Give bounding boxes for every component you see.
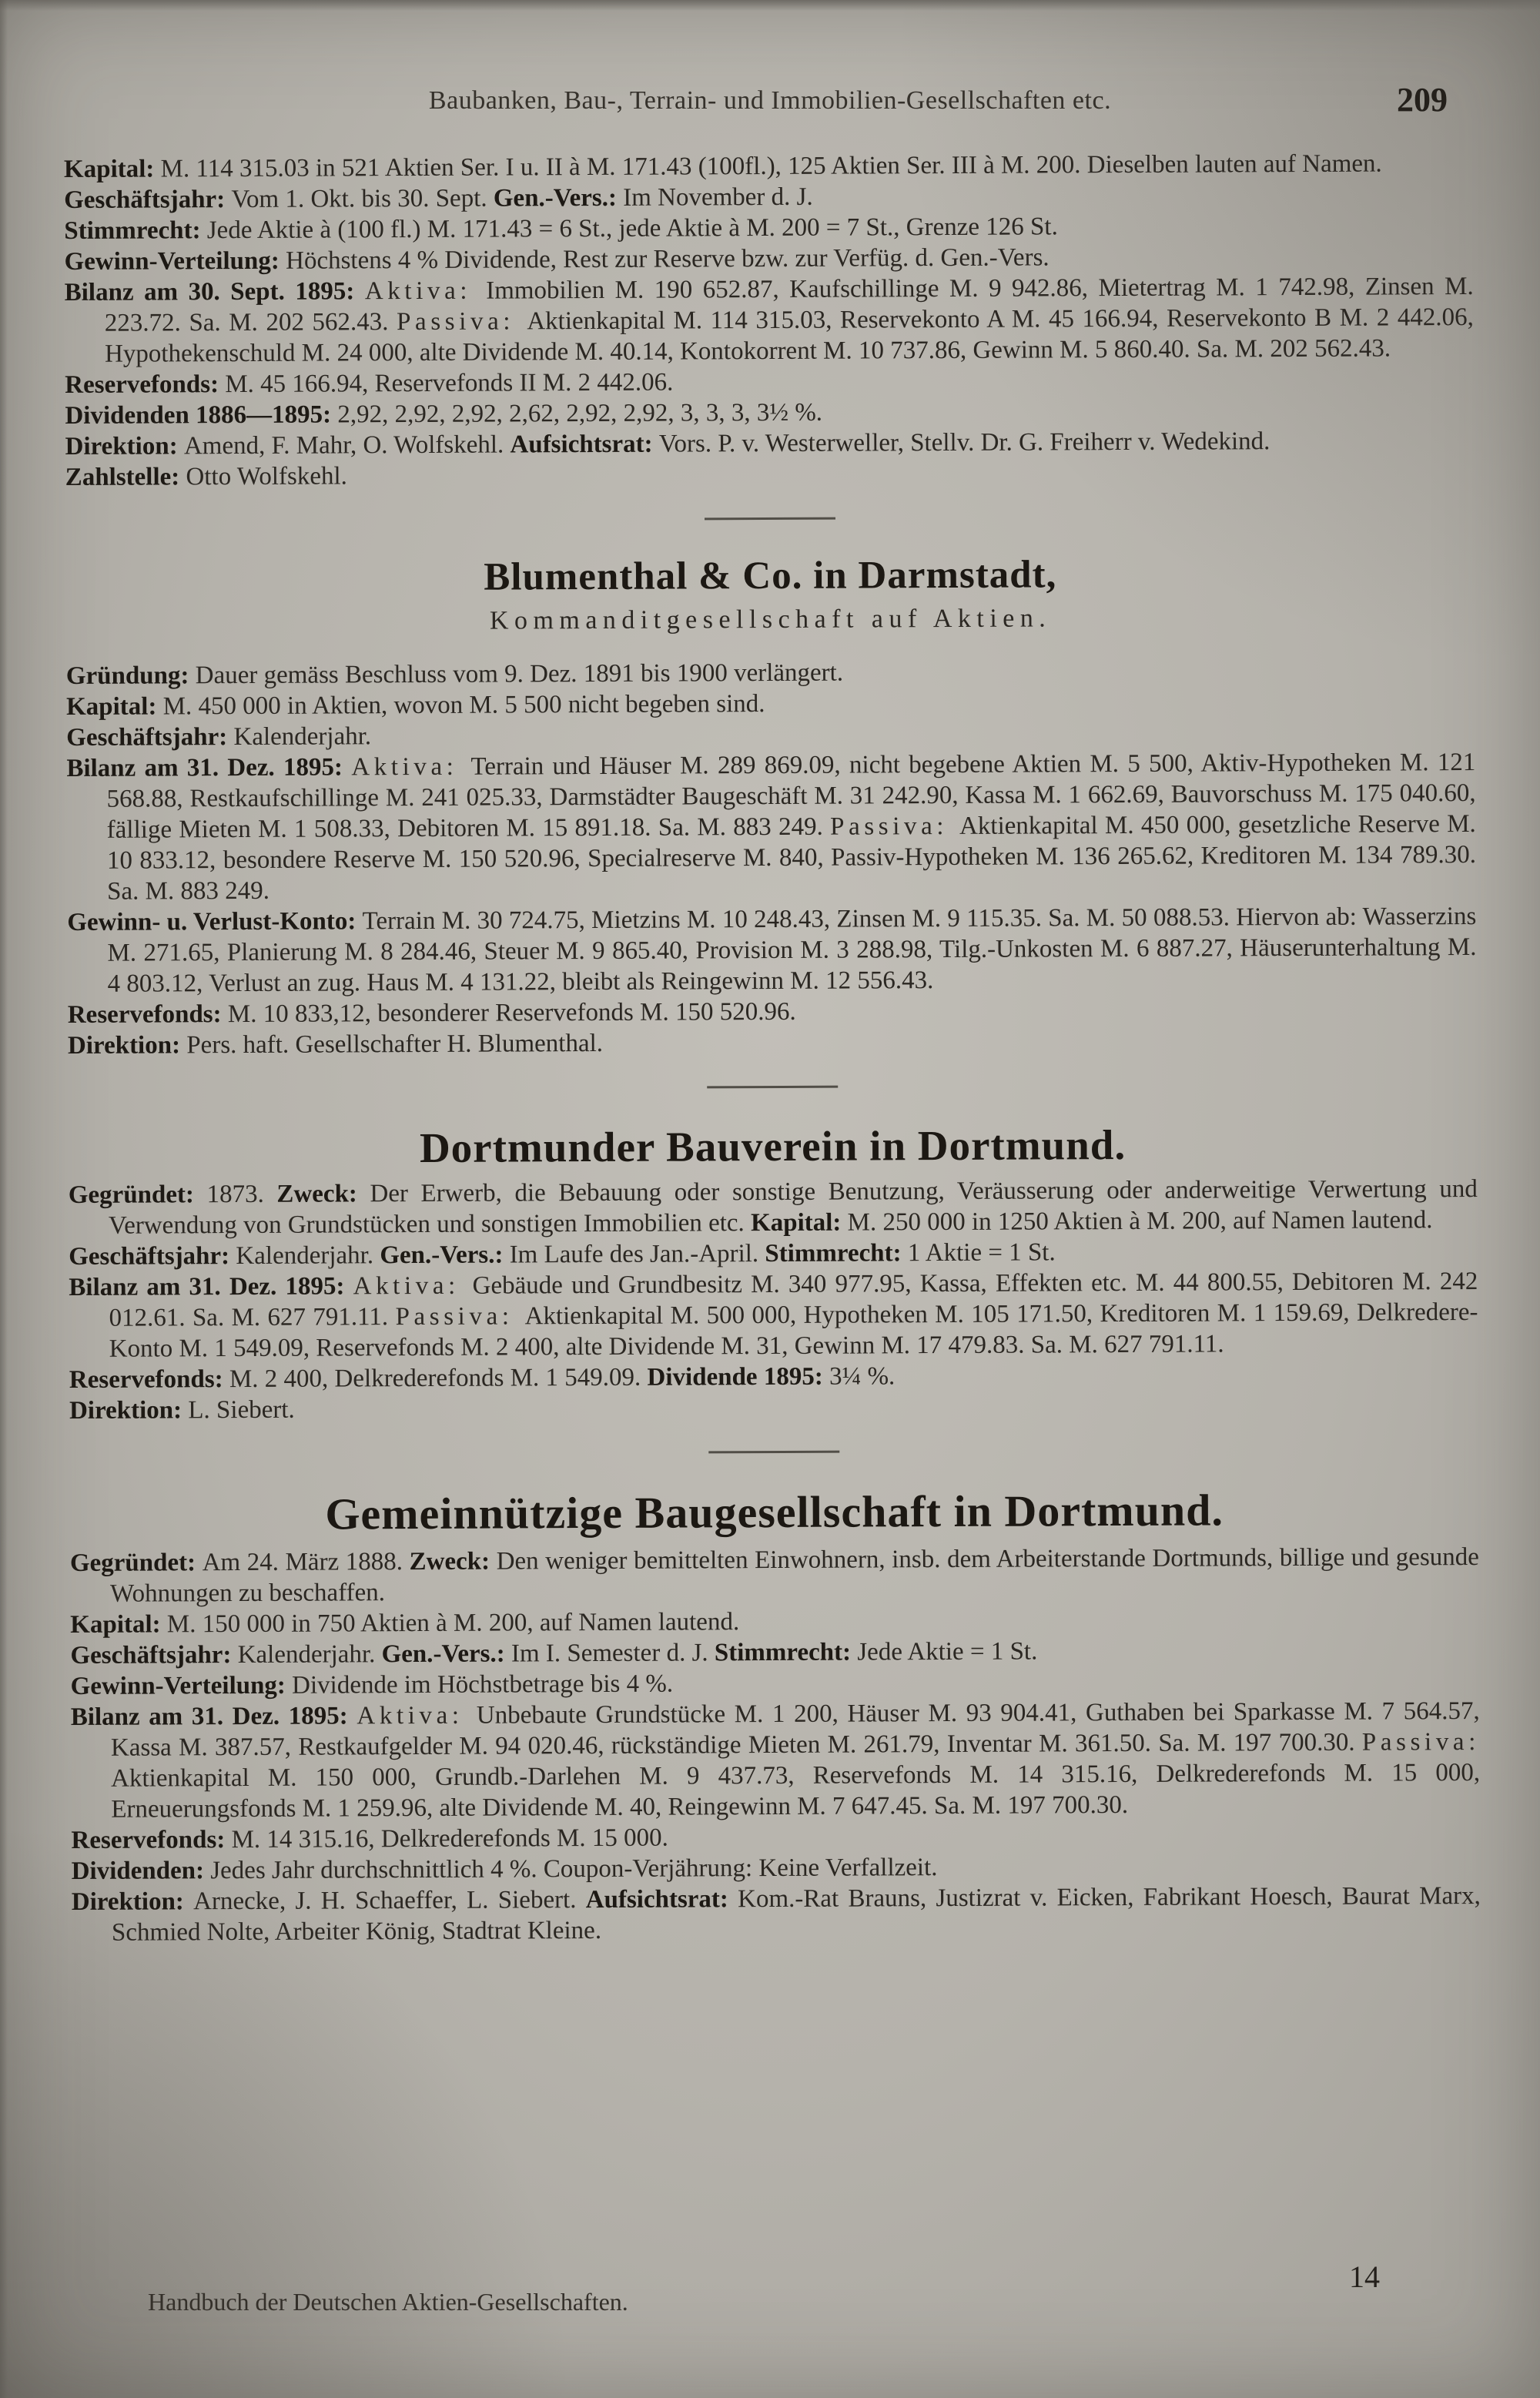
- entry-text: Aktiva:: [351, 752, 471, 782]
- entry-keyword: Gewinn-Verteilung:: [64, 246, 286, 276]
- entry-keyword: Stimmrecht:: [765, 1239, 908, 1268]
- entry-keyword: Geschäftsjahr:: [69, 1241, 236, 1271]
- entry-paragraph: [68, 1024, 1477, 1061]
- entry-keyword: Gründung:: [65, 661, 196, 690]
- entry-keyword: Aufsichtsrat:: [585, 1884, 738, 1914]
- section-divider: [708, 1451, 839, 1454]
- entry-keyword: Geschäftsjahr:: [66, 722, 234, 752]
- entry-paragraph: [71, 1696, 1481, 1825]
- entry-text: Pers. haft. Gesellschafter H. Blumenthal.: [186, 1029, 604, 1059]
- entry-keyword: Direktion:: [69, 1396, 189, 1425]
- page-number: 209: [1397, 81, 1448, 119]
- entry-paragraph: [70, 1542, 1479, 1609]
- entry-keyword: Kapital:: [65, 692, 163, 721]
- entry-text: Jede Aktie à (100 fl.) M. 171.43 = 6 St., jede Aktie à M. 200 = 7 St., Grenze 126 St.: [206, 213, 1058, 245]
- entry-text: Jedes Jahr durchschnittlich 4 %. Coupon-Verjährung: Keine Verfallzeit.: [210, 1853, 938, 1884]
- scan-edge-top: [0, 0, 1540, 11]
- entry-text: Aktienkapital M. 114 315.03, Reservekonto A M. 45 166.94, Reservekonto B M. 2 442.06, Hypothekenschuld M. 24 000, alte Dividende M. 40.14, Kontokorrent M. 10 737.86, Gewinn M. 5 860.40. Sa. M. 202 562.43.: [104, 303, 1474, 368]
- entry-paragraph: [65, 425, 1474, 462]
- entry-keyword: Dividenden 1886—1895:: [65, 400, 338, 430]
- entry-keyword: Gegründet:: [68, 1181, 207, 1209]
- page-header: [116, 81, 1448, 119]
- entry-text: M. 10 833,12, besonderer Reservefonds M. 150 520.96.: [227, 997, 796, 1028]
- entry-keyword: Reservefonds:: [67, 1000, 228, 1029]
- entry-keyword: Geschäftsjahr:: [70, 1640, 238, 1670]
- entry-text: Vom 1. Okt. bis 30. Sept.: [231, 184, 494, 214]
- entry-keyword: Kapital:: [70, 1610, 167, 1639]
- entry-keyword: Gegründet:: [69, 1548, 203, 1577]
- entry-keyword: Reservefonds:: [71, 1825, 232, 1854]
- entry-keyword: Zweck:: [409, 1547, 497, 1576]
- entry-text: Am 24. März 1888.: [202, 1547, 410, 1576]
- entry-paragraph: [64, 148, 1473, 185]
- sheet-number: 14: [1349, 2259, 1380, 2294]
- entry-keyword: Dividende 1895:: [647, 1362, 830, 1392]
- page-footer: [68, 2259, 1472, 2316]
- entry-text: Immobilien M. 190 652.87, Kaufschillinge M. 9 942.86, Mietertrag M. 1 742.98, Zinsen M. 223.72. Sa. M. 202 562.43.: [104, 273, 1474, 337]
- entry-keyword: Zahlstelle:: [65, 463, 186, 491]
- entry-text: Terrain und Häuser M. 289 869.09, nicht begebene Aktien M. 5 500, Aktiv-Hypotheken M. 121 568.88, Restkaufschillinge M. 241 025.33, Darmstädter Baugeschäft M. 31 242.90, Kassa M. 1 662.69, Bauvorschuss M. 175 040.60, fällige Mieten M. 1 508.33, Debitoren M. 15 891.18. Sa. M. 883 249.: [106, 748, 1476, 844]
- entry-text: Passiva:: [396, 307, 527, 337]
- entry-text: M. 250 000 in 1250 Aktien à M. 200, auf Namen lautend.: [847, 1206, 1433, 1237]
- entry-keyword: Dividenden:: [71, 1856, 211, 1885]
- entry-text: M. 14 315.16, Delkrederefonds M. 15 000.: [231, 1824, 668, 1854]
- entry-paragraph: [66, 747, 1476, 907]
- entry-text: Im Laufe des Jan.-April.: [509, 1239, 765, 1269]
- entry-heading: Blumenthal & Co. in Darmstadt,: [484, 553, 1057, 599]
- entry-text: Aktiva:: [353, 1271, 473, 1301]
- entry-keyword: Stimmrecht:: [714, 1638, 858, 1666]
- section-divider: [705, 517, 835, 521]
- entry-text: Dauer gemäss Beschluss vom 9. Dez. 1891 bis 1900 verlängert.: [195, 658, 844, 689]
- entry-keyword: Gewinn- u. Verlust-Konto:: [67, 906, 363, 936]
- entry-paragraph: [65, 456, 1475, 493]
- entry-text: M. 2 400, Delkrederefonds M. 1 549.09.: [229, 1363, 648, 1393]
- entry-text: Dividende im Höchstbetrage bis 4 %.: [292, 1670, 674, 1700]
- entry-text: Kalenderjahr.: [233, 722, 372, 751]
- entry-keyword: Gen.-Vers.:: [380, 1241, 510, 1270]
- entry-text: Amend, F. Mahr, O. Wolfskehl.: [183, 430, 511, 461]
- entry-text: Den weniger bemittelten Einwohnern, insb. dem Arbeiterstande Dortmunds, billige und gesunde Wohnungen zu beschaffen.: [110, 1542, 1479, 1608]
- entry-keyword: Reservefonds:: [65, 370, 226, 400]
- entry-keyword: Aufsichtsrat:: [510, 430, 659, 459]
- entry-text: 1 Aktie = 1 St.: [907, 1238, 1056, 1268]
- entry-keyword: Direktion:: [67, 1030, 187, 1060]
- company-entry: [69, 1484, 1481, 1948]
- entry-text: 3¼ %.: [829, 1362, 896, 1391]
- entry-paragraph: [69, 1174, 1478, 1241]
- entry-keyword: Geschäftsjahr:: [64, 186, 232, 215]
- entry-text: Kom.-Rat Brauns, Justizrat v. Eicken, Fabrikant Hoesch, Baurat Marx, Schmied Nolte, Arbeiter König, Stadtrat Kleine.: [111, 1881, 1481, 1947]
- entry-text: Unbebaute Grundstücke M. 1 200, Häuser M. 93 904.41, Guthaben bei Sparkasse M. 7 564.57, Kassa M. 387.57, Restkaufgelder M. 94 020.46, rückständige Mieten M. 261.79, Inventar M. 361.50. Sa. M. 197 700.30.: [110, 1696, 1480, 1762]
- entry-text: Im I. Semester d. J.: [511, 1638, 715, 1668]
- entry-keyword: Direktion:: [65, 432, 184, 461]
- entry-keyword: Bilanz am 30. Sept. 1895:: [64, 277, 365, 307]
- entry-keyword: Reservefonds:: [69, 1365, 229, 1394]
- section-divider: [707, 1085, 838, 1088]
- entries-host: [64, 148, 1481, 1948]
- entry-paragraph: [65, 271, 1475, 370]
- company-entry: [64, 148, 1475, 493]
- entry-text: Aktienkapital M. 500 000, Hypotheken M. 105 171.50, Kreditoren M. 1 159.69, Delkredere-Konto M. 1 549.09, Reservefonds M. 2 400, alte Dividende M. 31, Gewinn M. 17 479.83. Sa. M. 627 791.11.: [109, 1298, 1478, 1363]
- entry-subtitle: Kommanditgesellschaft auf Aktien.: [489, 604, 1052, 635]
- entry-text: Passiva:: [830, 812, 960, 841]
- entry-text: Passiva:: [395, 1302, 525, 1331]
- entry-heading: Dortmunder Bauverein in Dortmund.: [419, 1120, 1127, 1171]
- entry-text: Kalenderjahr.: [236, 1241, 380, 1270]
- entry-keyword: Kapital:: [63, 155, 161, 184]
- page-content: [64, 148, 1481, 1948]
- entry-keyword: Gewinn-Verteilung:: [70, 1671, 293, 1700]
- entry-keyword: Zweck:: [276, 1180, 370, 1208]
- entry-text: Vors. P. v. Westerweller, Stellv. Dr. G. Freiherr v. Wedekind.: [658, 427, 1270, 458]
- entry-text: M. 450 000 in Aktien, wovon M. 5 500 nicht begeben sind.: [162, 689, 765, 721]
- company-entry: [68, 1119, 1478, 1426]
- scan-edge-left: [0, 0, 8, 2398]
- imprint: Handbuch der Deutschen Aktien-Gesellschaften.: [148, 2288, 628, 2316]
- entry-text: Jede Aktie = 1 St.: [857, 1637, 1038, 1666]
- entry-text: 2,92, 2,92, 2,92, 2,62, 2,92, 2,92, 3, 3, 3, 3½ %.: [337, 398, 823, 429]
- entry-text: Gebäude und Grundbesitz M. 340 977.95, Kassa, Effekten etc. M. 44 800.55, Debitoren M. 242 012.61. Sa. M. 627 791.11.: [109, 1267, 1478, 1332]
- entry-text: Terrain M. 30 724.75, Mietzins M. 10 248.43, Zinsen M. 9 115.35. Sa. M. 50 088.53. Hiervon ab: Wasserzins M. 271.65, Planierung M. 8 284.46, Steuer M. 9 865.40, Provision M. 3 288.98, Tilg.-Unkosten M. 6 887.27, Häuserunterhaltung M. 4 803.12, Verlust an zug. Haus M. 4 131.22, bleibt als Reingewinn M. 12 556.43.: [107, 902, 1477, 998]
- entry-text: Aktienkapital M. 150 000, Grundb.-Darlehen M. 9 437.73, Reservefonds M. 14 315.16, Delkrederefonds M. 15 000, Erneuerungsfonds M. 1 259.96, alte Dividende M. 40, Reingewinn M. 7 647.45. Sa. M. 197 700.30.: [111, 1758, 1481, 1824]
- company-entry: [65, 551, 1477, 1061]
- entry-paragraph: [69, 1389, 1478, 1426]
- entry-text: 1873.: [206, 1180, 277, 1209]
- entry-heading: Gemeinnützige Baugesellschaft in Dortmund.: [325, 1485, 1224, 1539]
- entry-keyword: Bilanz am 31. Dez. 1895:: [70, 1701, 357, 1731]
- entry-text: Im November d. J.: [623, 183, 813, 212]
- entry-text: M. 150 000 in 750 Aktien à M. 200, auf Namen lautend.: [166, 1607, 740, 1639]
- entry-text: L. Siebert.: [188, 1395, 295, 1425]
- entry-keyword: Bilanz am 31. Dez. 1895:: [66, 753, 352, 782]
- entry-paragraph: [72, 1881, 1481, 1948]
- entry-text: Arnecke, J. H. Schaeffer, L. Siebert.: [193, 1885, 586, 1915]
- entry-text: Der Erwerb, die Bebauung oder sonstige Benutzung, Veräusserung oder anderweitige Verwertung und Verwendung von Grundstücken und sonstigen Immobilien etc.: [108, 1174, 1478, 1240]
- entry-text: Kalenderjahr.: [237, 1639, 382, 1669]
- entry-paragraph: [67, 901, 1477, 1000]
- entry-text: Aktiva:: [357, 1701, 477, 1730]
- entry-keyword: Gen.-Vers.:: [493, 183, 624, 213]
- entry-text: Aktienkapital M. 450 000, gesetzliche Reserve M. 10 833.12, besondere Reserve M. 150 520.96, Specialreserve M. 840, Passiv-Hypotheken M. 136 265.62, Kreditoren M. 134 789.30. Sa. M. 883 249.: [106, 809, 1476, 906]
- entry-keyword: Direktion:: [71, 1887, 194, 1916]
- entry-keyword: Stimmrecht:: [64, 216, 207, 246]
- entry-keyword: Gen.-Vers.:: [381, 1639, 511, 1668]
- entry-text: Höchstens 4 % Dividende, Rest zur Reserve bzw. zur Verfüg. d. Gen.-Vers.: [285, 243, 1050, 275]
- running-title: Baubanken, Bau-, Terrain- und Immobilien-Gesellschaften etc.: [428, 86, 1112, 115]
- entry-keyword: Bilanz am 31. Dez. 1895:: [69, 1272, 353, 1301]
- entry-keyword: Kapital:: [750, 1208, 848, 1238]
- entry-text: Passiva:: [1361, 1727, 1481, 1757]
- entry-text: Otto Wolfskehl.: [186, 462, 347, 491]
- entry-paragraph: [69, 1266, 1478, 1365]
- entry-text: Aktiva:: [364, 276, 487, 306]
- entry-text: M. 114 315.03 in 521 Aktien Ser. I u. II à M. 171.43 (100fl.), 125 Aktien Ser. III à M. 200. Dieselben lauten auf Namen.: [160, 149, 1382, 183]
- entry-text: M. 45 166.94, Reservefonds II M. 2 442.06.: [225, 368, 674, 399]
